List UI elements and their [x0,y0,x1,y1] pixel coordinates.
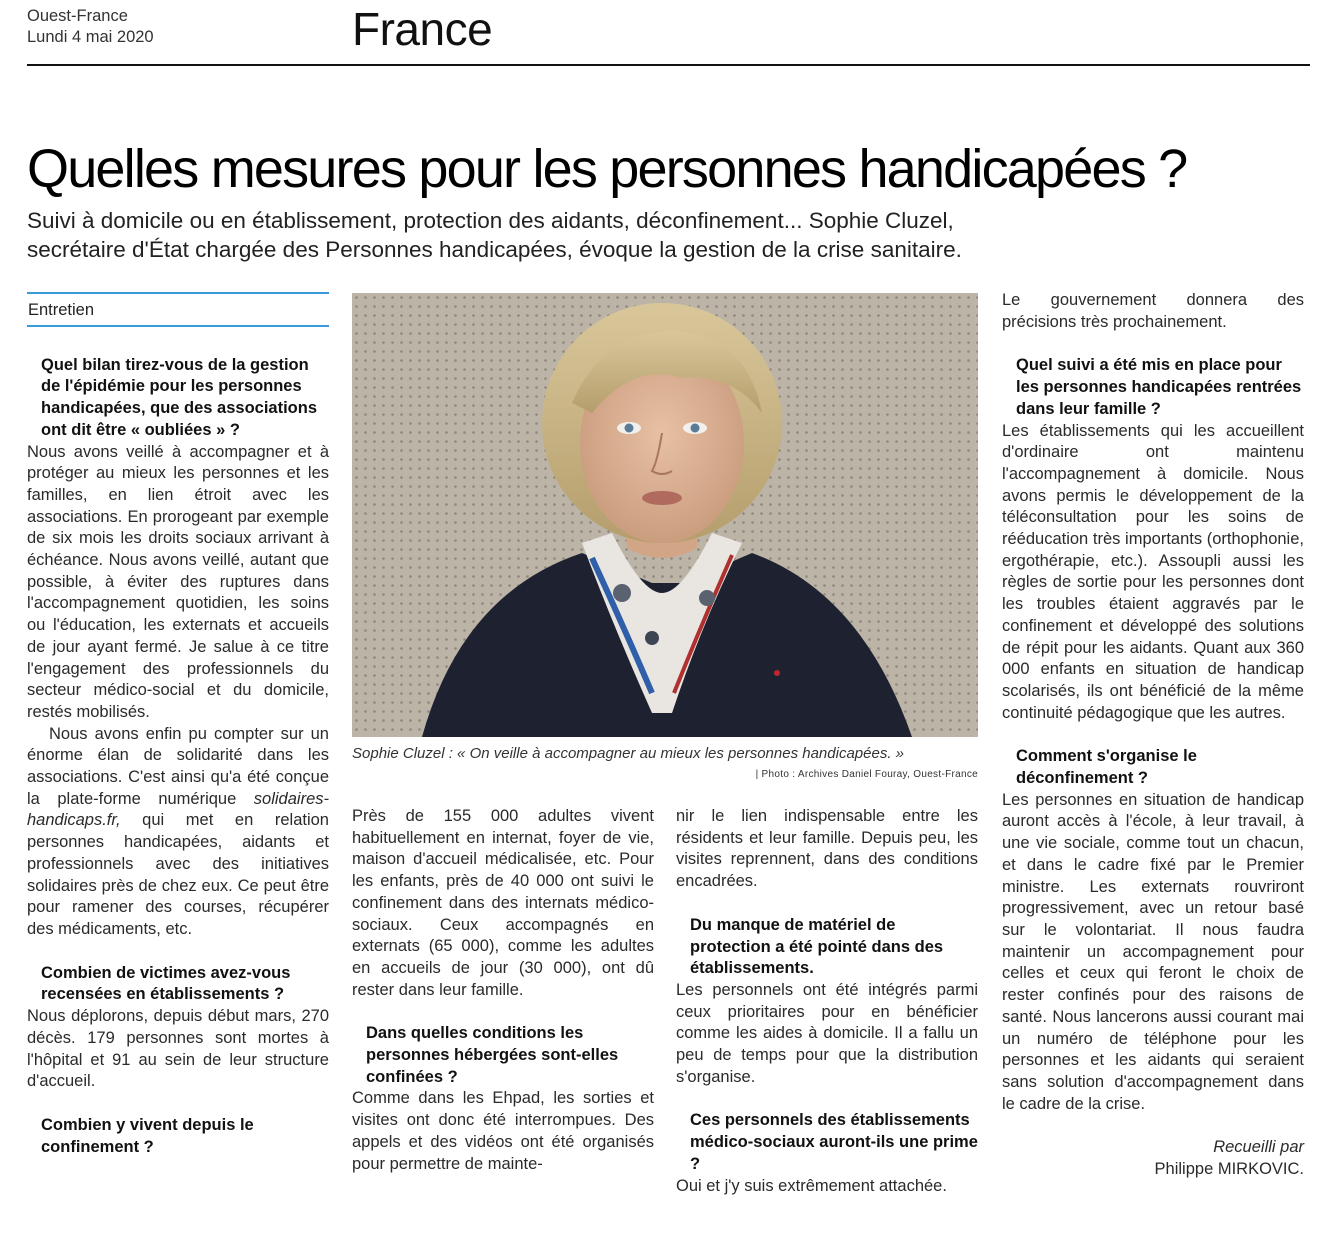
portrait-illustration [352,293,978,737]
column-1 [27,292,329,1158]
standfirst-line-1: Suivi à domicile ou en établissement, protection des aidants, déconfinement... Sophie Cluzel, [27,208,954,233]
column-4 [1002,290,1304,1181]
standfirst-line-2: secrétaire d'État chargée des Personnes handicapées, évoque la gestion de la crise sanitaire. [27,237,962,262]
question-8: Comment s'organise le déconfinement ? [1016,747,1197,788]
photo-caption: Sophie Cluzel : « On veille à accompagner au mieux les personnes handicapées. » [352,745,904,762]
answer-1-paragraph-1: Nous avons veillé à accompagner et à protéger au mieux les personnes et les familles, en lien étroit avec les associations. En prorogeant par exemple de six mois les droits sociaux arrivant à échéance. Nous avons veillé, autant que possible, à éviter des ruptures dans l'accompagnement quotidien, les soins ou l'éducation, les externats et accueils de jour ayant fermé. Je salue à ce titre l'engagement des professionnels du secteur médico-social et du domicile, restés mobilisés. [27,442,329,721]
answer-7: Les établissements qui les accueillent d'ordinaire ont maintenu l'accompagnement à domicile. Nous avons permis le développement de la téléconsultation pour les soins de rééducation très importants (orthophonie, ergothérapie, etc.). Assoupli aussi les règles de sortie pour les personnes dont les troubles étaient aggravés par le confinement et développé des solutions de répit pour les aidants. Quant aux 360 000 enfants en situation de handicap scolarisés, ils ont bénéficié de la même continuité pédagogique que les autres. [1002,421,1304,722]
signoff-author: Philippe MIRKOVIC. [1154,1160,1304,1179]
masthead-rule [27,64,1310,66]
signoff-label: Recueilli par [1213,1138,1304,1157]
masthead-meta [27,6,154,48]
solidaires-link[interactable]: solidaires-handicaps.fr, [27,789,329,830]
publication-name: Ouest-France [27,7,128,25]
kicker-label: Entretien [27,292,329,327]
question-1: Quel bilan tirez-vous de la gestion de l'épidémie pour les personnes handicapées, que des associations ont dit être « oubliées » ? [41,355,318,439]
answer-1-text-b: qui met en relation personnes handicapées, aidants et professionnels avec des initiatives solidaires près de chez eux. Ce peut être pour ramener des courses, récupérer des médicaments, etc. [27,811,329,938]
question-6: Ces personnels des établissements médico-sociaux auront-ils une prime ? [690,1111,978,1173]
column-3 [676,806,978,1197]
article-standfirst [27,206,1312,264]
portrait-photo [352,293,978,737]
question-5: Du manque de matériel de protection a été pointé dans des établissements. [690,915,944,978]
answer-6-part-1: Oui et j'y suis extrêmement attachée. [676,1176,947,1195]
question-4: Dans quelles conditions les personnes hébergées sont-elles confinées ? [366,1024,619,1086]
column-2 [352,806,654,1175]
answer-4-part-1: Comme dans les Ehpad, les sorties et visites ont donc été interrompues. Des appels et des vidéos ont été organisés pour permettre de mainte- [352,1089,654,1173]
answer-8: Les personnes en situation de handicap auront accès à l'école, à leur travail, à une vie sociale, comme tout un chacun, et dans le cadre fixé par le Premier ministre. Les externats rouvriront progressivement, avec un retour basé sur le volontariat. Il nous faudra maintenir un accompagnement pour celles et ceux qui feront le choix de rester confinés pour des raisons de santé. Nous lancerons aussi courant mai un numéro de téléphone pour les personnes et les aidants qui seraient sans solution d'accompagnement dans le cadre de la crise. [1002,790,1304,1113]
answer-3: Près de 155 000 adultes vivent habituellement en internat, foyer de vie, maison d'accueil médicalisée, etc. Pour les enfants, près de 40 000 ont suivi le confinement dans des internats médico-sociaux. Ceux accompagnés en externats (65 000), comme les adultes en accueils de jour (30 000), ont dû rester dans leur famille. [352,807,654,999]
answer-2: Nous déplorons, depuis début mars, 270 décès. 179 personnes sont mortes à l'hôpital et 91 au sein de leur structure d'accueil. [27,1007,329,1091]
answer-4-part-2: nir le lien indispensable entre les résidents et leur famille. Depuis peu, les visites reprennent, dans des conditions encadrées. [676,807,978,891]
answer-5: Les personnels ont été intégrés parmi ceux prioritaires pour en bénéficier comme les aides à domicile. Il a fallu un peu de temps pour que la distribution s'organise. [676,980,978,1086]
question-3: Combien y vivent depuis le confinement ? [41,1115,254,1156]
question-2: Combien de victimes avez-vous recensées en établissements ? [41,963,291,1004]
photo-credit: | Photo : Archives Daniel Fouray, Ouest-France [755,769,978,780]
question-7: Quel suivi a été mis en place pour les personnes handicapées rentrées dans leur famille ? [1016,356,1302,418]
article-headline: Quelles mesures pour les personnes handicapées ? [27,139,1187,199]
publication-date: Lundi 4 mai 2020 [27,28,154,46]
section-title: France [352,3,493,55]
answer-6-part-2: Le gouvernement donnera des précisions très prochainement. [1002,291,1304,331]
signoff [1002,1137,1304,1180]
answer-1-paragraph-2 [27,724,329,941]
answer-1-text-a: Nous avons enfin pu compter sur un énorme élan de solidarité dans les associations. C'est ainsi qu'a été conçue la plate-forme numérique [27,724,329,808]
